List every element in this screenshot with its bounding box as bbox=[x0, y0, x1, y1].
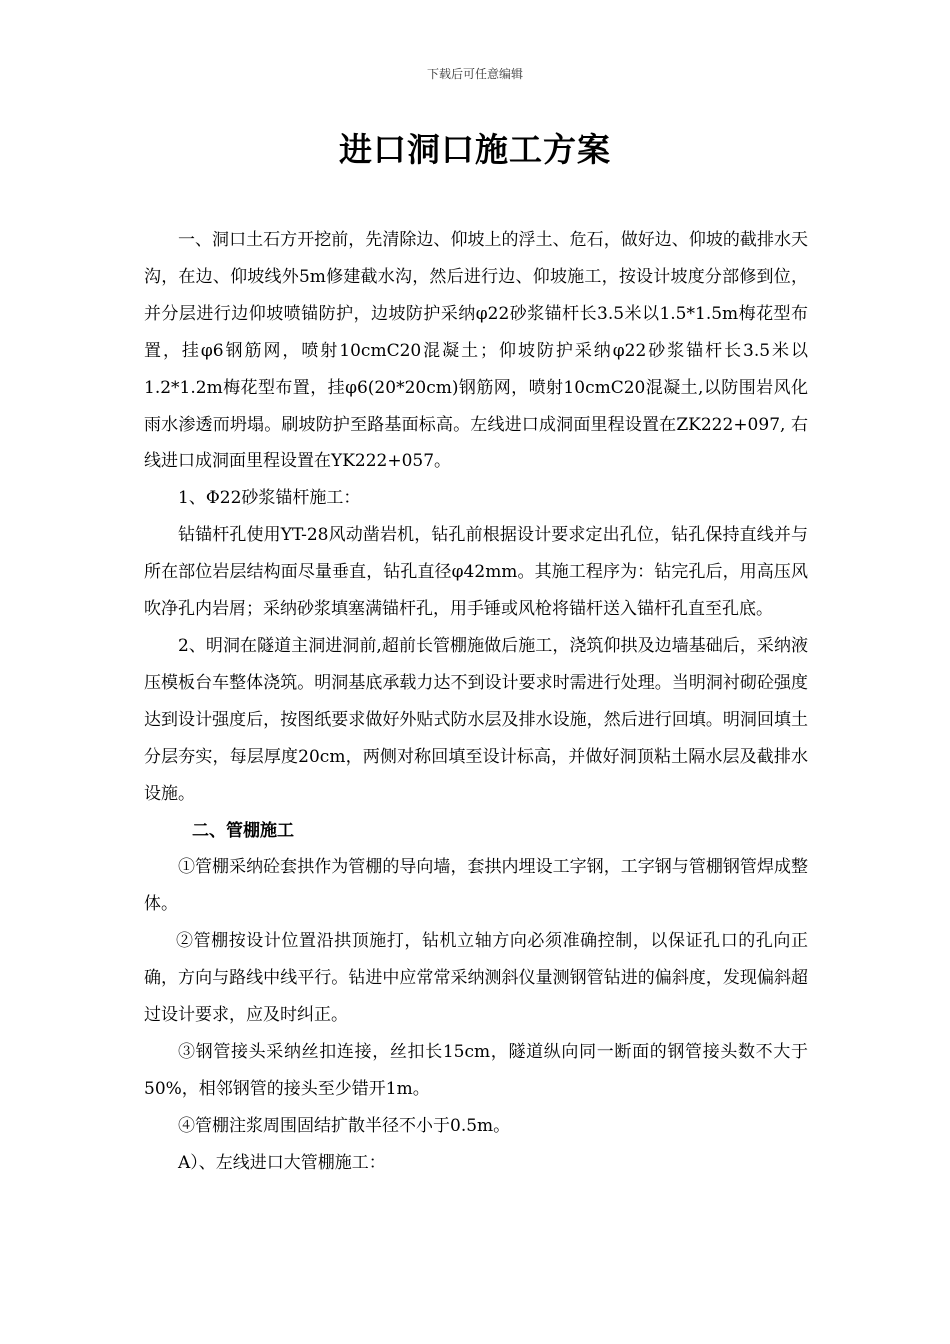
paragraph-anchor-drilling: 钻锚杆孔使用YT-28风动凿岩机，钻孔前根据设计要求定出孔位，钻孔保持直线并与所在部位岩层结构面尽量垂直，钻孔直径φ42mm。其施工程序为：钻完孔后，用高压风吹净孔内岩屑；采纳砂浆填塞满锚杆孔，用手锤或风枪将锚杆送入锚杆孔直至孔底。 bbox=[144, 525, 808, 620]
paragraph-anchor-heading: 1、Φ22砂浆锚杆施工： bbox=[178, 488, 361, 509]
section-heading-pipe-roof: 二、管棚施工 bbox=[192, 820, 294, 841]
header-note: 下载后可任意编辑 bbox=[426, 67, 523, 81]
paragraph-left-line-heading: A）、左线进口大管棚施工： bbox=[178, 1152, 386, 1173]
paragraph-pipe-roof-4: ④管棚注浆周围固结扩散半径不小于0.5m。 bbox=[178, 1115, 511, 1136]
paragraph-pipe-roof-1: ①管棚采纳砼套拱作为管棚的导向墙，套拱内埋设工字钢，工字钢与管棚钢管焊成整体。 bbox=[144, 857, 808, 915]
paragraph-open-tunnel: 2、明洞在隧道主洞进洞前,超前长管棚施做后施工，浇筑仰拱及边墙基础后，采纳液压模板台车整体浇筑。明洞基底承载力达不到设计要求时需进行处理。当明洞衬砌砼强度达到设计强度后，按图纸要求做好外贴式防水层及排水设施，然后进行回填。明洞回填土分层夯实，每层厚度20cm，两侧对称回填至设计标高，并做好洞顶粘土隔水层及截排水设施。 bbox=[144, 635, 808, 804]
paragraph-pipe-roof-2: ②管棚按设计位置沿拱顶施打，钻机立轴方向必须准确控制，以保证孔口的孔向正确，方向与路线中线平行。钻进中应常常采纳测斜仪量测钢管钻进的偏斜度，发现偏斜超过设计要求，应及时纠正。 bbox=[144, 931, 808, 1026]
document-title: 进口洞口施工方案 bbox=[339, 130, 611, 169]
paragraph-pipe-roof-3: ③钢管接头采纳丝扣连接，丝扣长15cm，隧道纵向同一断面的钢管接头数不大于50%，相邻钢管的接头至少错开1m。 bbox=[144, 1041, 808, 1099]
document-body bbox=[144, 222, 808, 1182]
paragraph-slope-excavation: 一、洞口土石方开挖前，先清除边、仰坡上的浮土、危石，做好边、仰坡的截排水天沟，在边、仰坡线外5m修建截水沟，然后进行边、仰坡施工，按设计坡度分部修到位，并分层进行边仰坡喷锚防护，边坡防护采纳φ22砂浆锚杆长3.5米以1.5*1.5m梅花型布置，挂φ6钢筋网，喷射10cmC20混凝土；仰坡防护采纳φ22砂浆锚杆长3.5米以1.2*1.2m梅花型布置，挂φ6(20*20cm)钢筋网，喷射10cmC20混凝土,以防围岩风化雨水渗透而坍塌。刷坡防护至路基面标高。左线进口成洞面里程设置在ZK222+097, 右线进口成洞面里程设置在YK222+057。 bbox=[144, 230, 808, 472]
